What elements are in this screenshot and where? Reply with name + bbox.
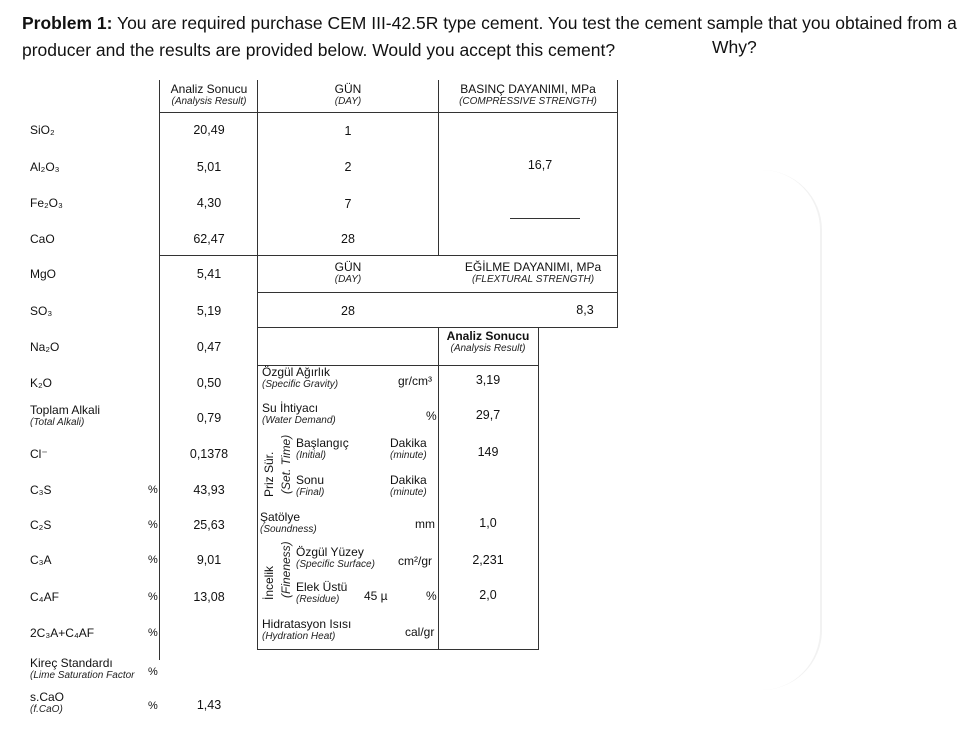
chem-row-label: C₃A <box>30 553 52 567</box>
chem-row-label: K₂O <box>30 376 52 390</box>
chem-row-label: C₃S <box>30 483 52 497</box>
chem-row-value: 4,30 <box>196 196 222 210</box>
fineness-en: (Fineness) <box>279 541 293 598</box>
chem-row-label: Toplam Alkali (Total Alkali) <box>30 403 101 428</box>
chem-row-label: SiO₂ <box>30 123 55 137</box>
set-time-label: Priz Sür. <box>262 451 276 497</box>
sg-unit: gr/cm³ <box>398 374 432 388</box>
chem-row-value: 5,01 <box>196 160 222 174</box>
chem-row-unit: % <box>148 700 158 712</box>
day-2: 2 <box>344 160 352 174</box>
flex-day-header: GÜN (DAY) <box>334 260 362 285</box>
grid-line <box>510 218 580 219</box>
chem-row-value: 0,79 <box>196 411 222 425</box>
chem-row-label: Na₂O <box>30 340 60 354</box>
chem-row-label: C₂S <box>30 518 52 532</box>
sg-label: Özgül Ağırlık (Specific Gravity) <box>262 365 339 390</box>
chem-row-label: Cl⁻ <box>30 447 48 461</box>
day-7: 7 <box>344 197 352 211</box>
chem-row-unit: % <box>148 591 158 603</box>
sg-value: 3,19 <box>475 373 501 387</box>
flex-day-28: 28 <box>341 304 355 318</box>
specific-surface-value: 2,231 <box>472 553 504 567</box>
final-unit: Dakika (minute) <box>390 473 427 498</box>
compressive-header: BASINÇ DAYANIMI, MPa (COMPRESSIVE STRENGTH) <box>459 82 597 107</box>
chem-row-unit: % <box>148 666 158 678</box>
chem-row-value: 0,50 <box>196 376 222 390</box>
grid-line <box>258 327 617 328</box>
chem-row-label: MgO <box>30 267 57 281</box>
day-1: 1 <box>344 124 352 138</box>
grid-line <box>160 112 617 113</box>
chem-row-value: 25,63 <box>193 518 225 532</box>
chem-row-value: 0,1378 <box>189 447 229 461</box>
chem-row-value: 5,41 <box>196 267 222 281</box>
chem-row-value: 0,47 <box>196 340 222 354</box>
specific-surface-label: Özgül Yüzey (Specific Surface) <box>296 545 375 570</box>
chem-row-unit: % <box>148 627 158 639</box>
initial-unit: Dakika (minute) <box>390 436 427 461</box>
residue-size: 45 µ <box>364 589 388 603</box>
chem-row-label: s.CaO (f.CaO) <box>30 690 65 715</box>
soundness-value: 1,0 <box>479 516 497 530</box>
wd-value: 29,7 <box>475 408 501 422</box>
grid-line <box>160 255 617 256</box>
flexural-header: EĞİLME DAYANIMI, MPa (FLEXTURAL STRENGTH) <box>464 260 602 285</box>
analysis-header: Analiz Sonucu (Analysis Result) <box>170 82 248 107</box>
initial-value: 149 <box>477 445 499 459</box>
compressive-value: 16,7 <box>527 158 553 172</box>
chem-row-value: 13,08 <box>193 590 225 604</box>
hydration-heat-label: Hidratasyon Isısı (Hydration Heat) <box>262 617 352 642</box>
hydration-heat-unit: cal/gr <box>405 625 435 639</box>
chem-row-label: C₄AF <box>30 590 59 604</box>
chem-row-value: 20,49 <box>193 123 225 137</box>
grid-line <box>617 80 618 328</box>
chem-row-label: Kireç Standardı (Lime Saturation Factor <box>30 656 135 681</box>
flexural-value: 8,3 <box>576 303 594 317</box>
day-header: GÜN (DAY) <box>334 82 362 107</box>
why-question: Why? <box>712 37 757 57</box>
day-28: 28 <box>341 232 355 246</box>
faded-bracket-mark <box>760 170 822 690</box>
fineness-label: İncelik <box>262 565 276 600</box>
grid-line <box>258 292 617 293</box>
residue-value: 2,0 <box>479 588 497 602</box>
soundness-label: Şatölye (Soundness) <box>260 510 317 535</box>
wd-unit: % <box>426 409 437 423</box>
chem-row-value: 9,01 <box>196 553 222 567</box>
grid-line <box>258 649 538 650</box>
chem-row-value: 5,19 <box>196 304 222 318</box>
chem-row-label: SO₃ <box>30 304 53 318</box>
problem-text: You are required purchase CEM III-42.5R type cement. You test the cement sample that you obtained from a producer and the results are provided below. Would you accept this cement? <box>22 13 957 60</box>
chem-row-value: 1,43 <box>196 698 222 712</box>
residue-unit: % <box>426 589 437 603</box>
chem-row-label: Al₂O₃ <box>30 160 60 174</box>
residue-label: Elek Üstü (Residue) <box>296 580 348 605</box>
chem-row-value: 62,47 <box>193 232 225 246</box>
initial-label: Başlangıç (Initial) <box>296 436 349 461</box>
problem-statement <box>22 10 967 64</box>
problem-label: Problem 1: <box>22 13 113 33</box>
chem-row-unit: % <box>148 484 158 496</box>
set-time-en: (Set. Time) <box>279 434 293 494</box>
analysis2-header: Analiz Sonucu (Analysis Result) <box>446 329 530 354</box>
specific-surface-unit: cm²/gr <box>398 554 432 568</box>
chem-row-label: 2C₃A+C₄AF <box>30 626 95 640</box>
chem-row-label: Fe₂O₃ <box>30 196 63 210</box>
wd-label: Su İhtiyacı (Water Demand) <box>262 401 336 426</box>
final-label: Sonu (Final) <box>296 473 325 498</box>
chem-row-value: 43,93 <box>193 483 225 497</box>
chem-row-unit: % <box>148 519 158 531</box>
chem-row-unit: % <box>148 554 158 566</box>
chem-row-label: CaO <box>30 232 55 246</box>
soundness-unit: mm <box>415 517 435 531</box>
grid-line <box>538 327 539 650</box>
